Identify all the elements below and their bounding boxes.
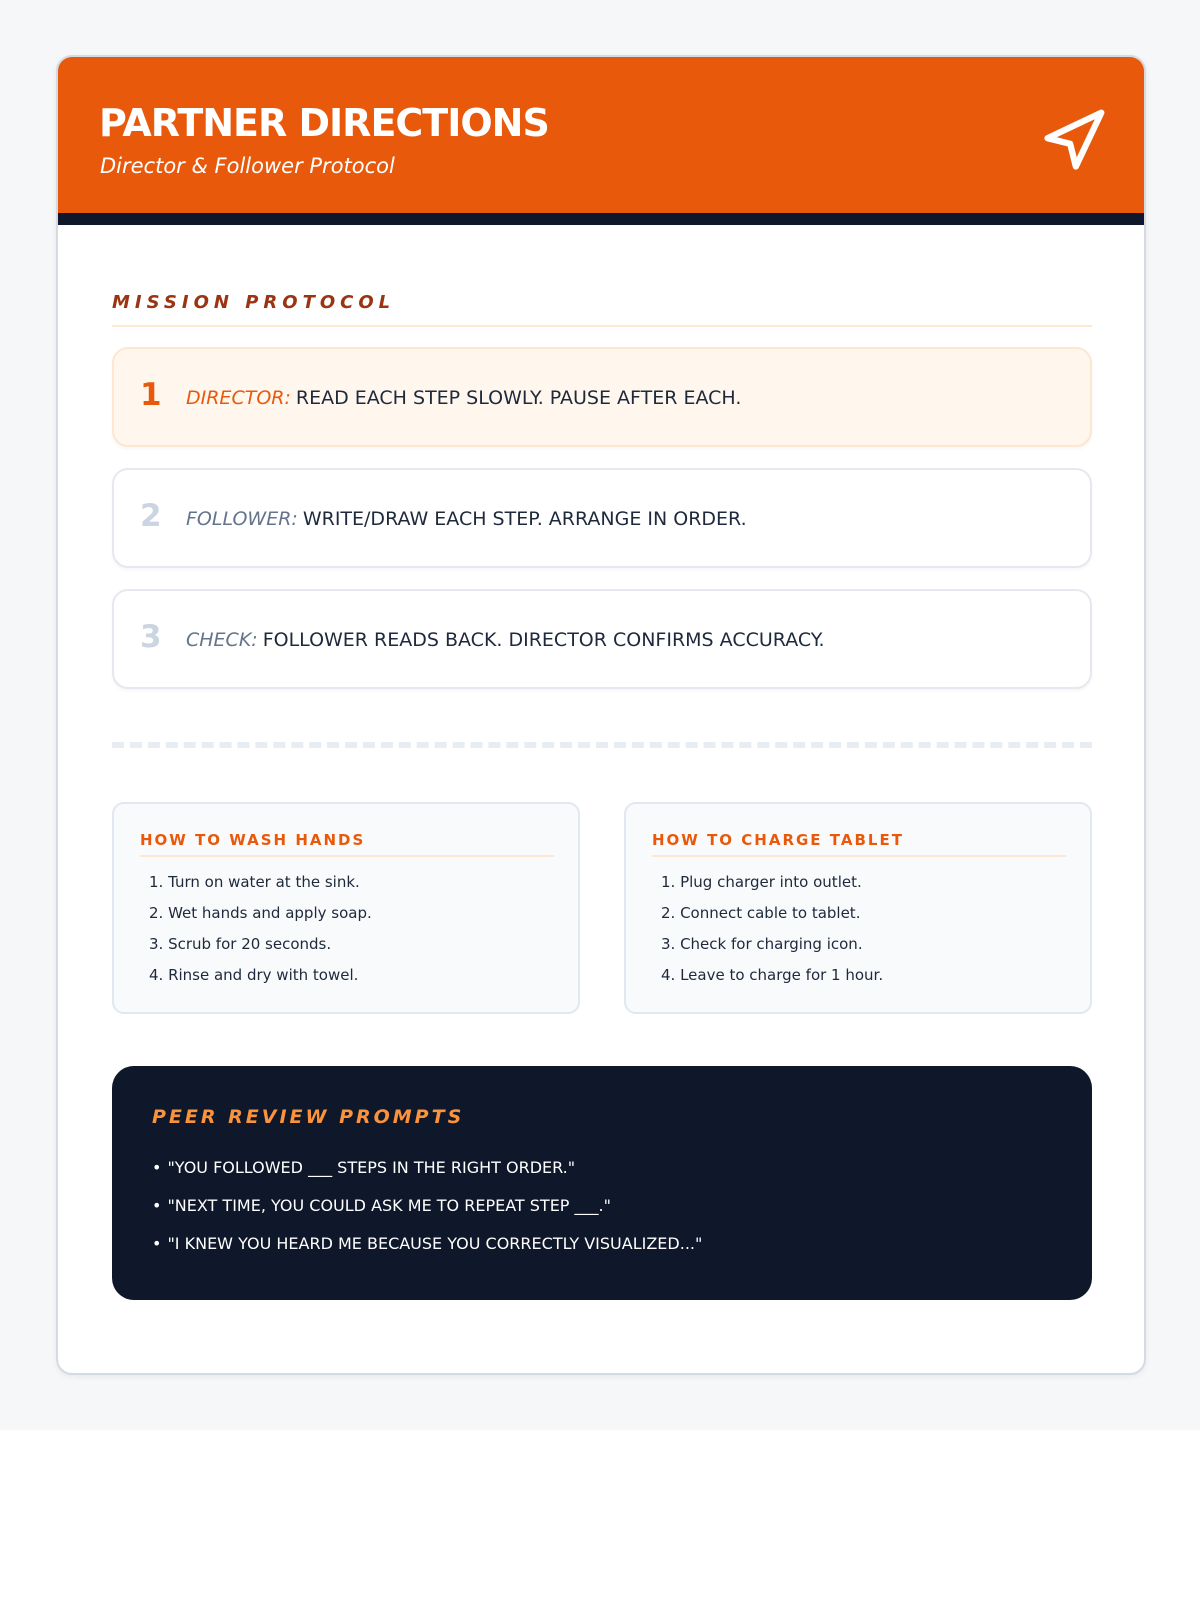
procedure-step: 3. Check for charging icon. [661,935,863,953]
bullet-icon: • [152,1158,162,1177]
procedure-step: 3. Scrub for 20 seconds. [149,935,332,953]
step-text [186,629,825,651]
review-prompt-text: "YOU FOLLOWED ___ STEPS IN THE RIGHT ORDER." [167,1158,576,1177]
procedure-title: HOW TO WASH HANDS [140,831,366,849]
step-text [186,508,747,530]
header-banner [58,57,1144,225]
bullet-icon: • [152,1234,162,1253]
page-subtitle: Director & Follower Protocol [100,154,395,178]
page-title: PARTNER DIRECTIONS [99,101,549,145]
step-role: DIRECTOR: [186,387,291,409]
procedure-step: 4. Rinse and dry with towel. [149,966,359,984]
protocol-step-director [112,347,1092,447]
procedure-divider [140,855,554,857]
step-text [186,387,741,409]
bullet-icon: • [152,1196,162,1215]
step-role: CHECK: [186,629,258,651]
step-number: 2 [140,498,162,534]
procedure-charge-tablet [624,802,1092,1014]
section-title: MISSION PROTOCOL [112,292,396,313]
dashed-divider [112,742,1092,748]
review-prompts [152,1156,702,1270]
peer-review-panel [112,1066,1092,1300]
procedure-steps [661,870,883,994]
step-instruction: READ EACH STEP SLOWLY. PAUSE AFTER EACH. [295,387,742,409]
step-instruction: WRITE/DRAW EACH STEP. ARRANGE IN ORDER. [302,508,747,530]
review-prompt [152,1232,702,1270]
protocol-step-follower [112,468,1092,568]
procedure-step: 1. Plug charger into outlet. [661,873,862,891]
step-number: 1 [140,377,162,413]
procedure-step: 2. Wet hands and apply soap. [149,904,372,922]
section-divider [112,325,1092,327]
procedure-step: 4. Leave to charge for 1 hour. [661,966,884,984]
step-instruction: FOLLOWER READS BACK. DIRECTOR CONFIRMS ACCURACY. [262,629,825,651]
review-prompt-text: "I KNEW YOU HEARD ME BECAUSE YOU CORRECTLY VISUALIZED..." [167,1234,703,1253]
procedure-step: 1. Turn on water at the sink. [149,873,360,891]
step-role: FOLLOWER: [186,508,298,530]
procedure-title: HOW TO CHARGE TABLET [652,831,904,849]
navigation-arrow-icon [1039,107,1107,175]
review-title: PEER REVIEW PROMPTS [152,1106,465,1128]
step-number: 3 [140,619,162,655]
procedure-divider [652,855,1066,857]
review-prompt [152,1156,702,1194]
procedure-step: 2. Connect cable to tablet. [661,904,861,922]
review-prompt [152,1194,702,1232]
procedure-steps [149,870,372,994]
worksheet-card [56,55,1146,1375]
review-prompt-text: "NEXT TIME, YOU COULD ASK ME TO REPEAT STEP ___." [167,1196,611,1215]
protocol-step-check [112,589,1092,689]
procedure-wash-hands [112,802,580,1014]
